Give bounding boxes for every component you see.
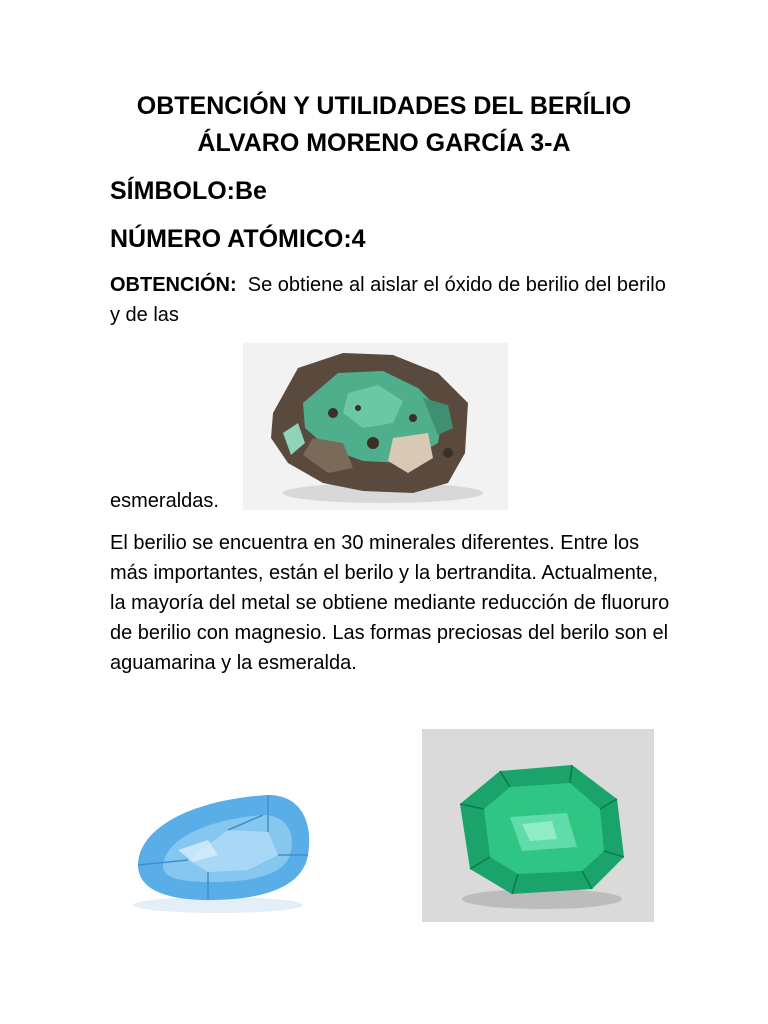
title-line-2: ÁLVARO MORENO GARCÍA 3-A [197, 129, 571, 157]
beryl-rock-picture [243, 343, 508, 510]
aquamarine-image [118, 770, 318, 920]
beryl-rock-image [243, 343, 508, 510]
obtencion-label: OBTENCIÓN: [110, 274, 237, 296]
obtencion-text: Se obtiene al aislar el óxido de berilio del berilo y de las [110, 274, 672, 326]
beryllium-paragraph: El berilio se encuentra en 30 minerales diferentes. Entre los más importantes, están el berilo y la bertrandita. Actualmente, la mayoría del metal se obtiene mediante reducción de fluoruro de berilio con magnesio. Las formas preciosas del berilo son el aguamarina y la esmeralda. [110, 532, 670, 674]
aquamarine-picture [118, 770, 318, 920]
symbol-heading: SÍMBOLO:Be [110, 177, 267, 205]
document-title [60, 88, 708, 162]
emerald-picture [422, 729, 654, 922]
esmeraldas-text: esmeraldas. [110, 490, 219, 512]
atomic-number-heading: NÚMERO ATÓMICO:4 [110, 225, 366, 253]
emerald-image [422, 729, 654, 922]
obtencion-paragraph [110, 270, 670, 330]
title-line-1: OBTENCIÓN Y UTILIDADES DEL BERÍLIO [136, 92, 632, 120]
